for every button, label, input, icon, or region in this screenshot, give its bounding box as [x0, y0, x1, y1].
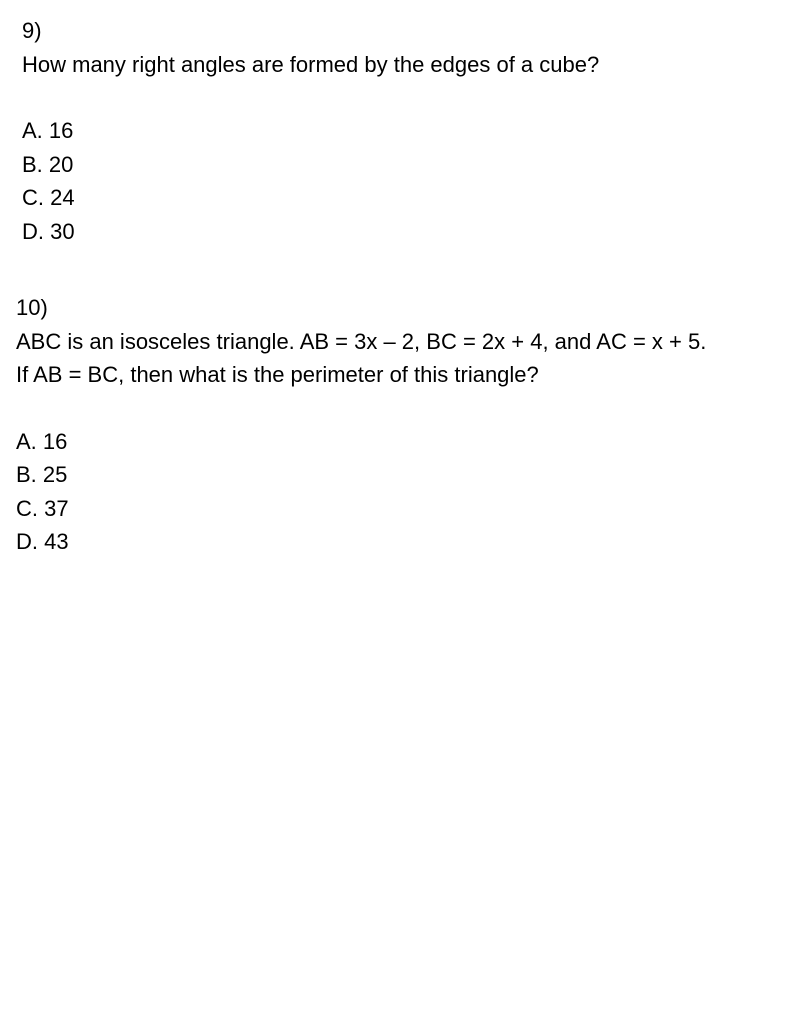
option-a: A. 16: [22, 118, 74, 143]
option-d: D. 43: [16, 529, 69, 554]
option-b: B. 25: [16, 462, 68, 487]
question-number: 10): [16, 295, 48, 320]
question-10: [16, 291, 794, 559]
question-text-line-2: If AB = BC, then what is the perimeter of this triangle?: [16, 362, 539, 387]
question-text: How many right angles are formed by the edges of a cube?: [22, 51, 600, 77]
answer-options: [16, 425, 794, 559]
question-9: [22, 14, 794, 248]
option-b: B. 20: [22, 151, 74, 177]
answer-options: [22, 114, 794, 248]
option-d: D. 30: [22, 218, 75, 244]
option-c: C. 37: [16, 495, 69, 521]
question-number: 9): [22, 18, 42, 43]
spacer: [16, 392, 794, 425]
spacer: [22, 81, 794, 114]
question-text-line-1: ABC is an isosceles triangle. AB = 3x – 2, BC = 2x + 4, and AC = x + 5.: [16, 328, 707, 354]
option-c: C. 24: [22, 185, 75, 210]
option-a: A. 16: [16, 428, 68, 454]
